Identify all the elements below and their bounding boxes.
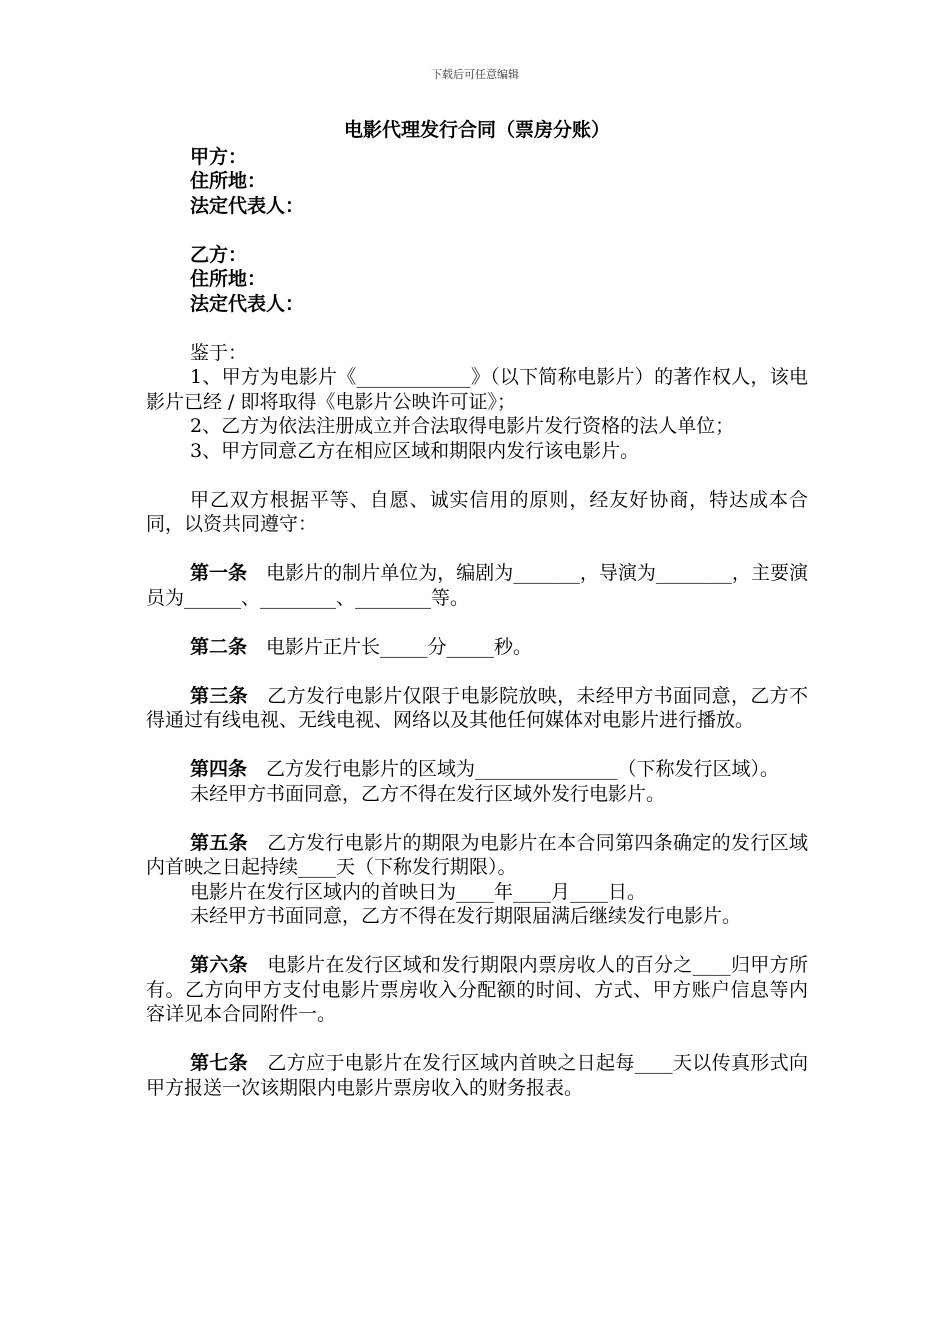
contract-document (146, 118, 808, 1100)
document-title: 电影代理发行合同（票房分账） (343, 119, 610, 141)
header-note: 下载后可任意编辑 (431, 68, 519, 81)
article-label: 第六条 (190, 954, 248, 976)
party-b-address-label: 住所地： (190, 268, 267, 290)
article-3 (146, 684, 808, 733)
article-6 (146, 953, 808, 1027)
article-label: 第二条 (190, 635, 248, 658)
article-text: 乙方发行电影片的区域为_______________（下称发行区域）。 (266, 758, 780, 780)
article-text: 乙方发行电影片仅限于电影院放映，未经甲方书面同意，乙方不得通过有线电视、无线电视、网络以及其他任何媒体对电影片进行播放。 (146, 684, 808, 731)
whereas-item: 1、甲方为电影片《____________》（以下简称电影片）的著作权人，该电影片已经 / 即将取得《电影片公映许可证》； (146, 366, 808, 413)
article-label: 第七条 (190, 1052, 248, 1074)
article-text: 未经甲方书面同意，乙方不得在发行期限届满后继续发行电影片。 (190, 905, 742, 927)
whereas-item: 2、乙方为依法注册成立并合法取得电影片发行资格的法人单位； (190, 415, 735, 437)
party-a-rep-label: 法定代表人： (190, 194, 305, 217)
article-5 (146, 831, 808, 880)
whereas-item: 3、甲方同意乙方在相应区域和期限内发行该电影片。 (190, 439, 640, 462)
article-text: 乙方应于电影片在发行区域内首映之日起每____天以传真形式向甲方报送一次该期限内电影片票房收入的财务报表。 (146, 1052, 808, 1099)
article-4 (146, 757, 808, 782)
article-text: 电影片在发行区域内的首映日为____年____月____日。 (190, 880, 647, 903)
article-2 (146, 635, 808, 660)
article-label: 第三条 (190, 684, 248, 707)
article-label: 第四条 (190, 758, 248, 780)
article-1 (146, 561, 808, 610)
whereas-heading: 鉴于： (190, 341, 248, 364)
article-label: 第一条 (190, 562, 248, 584)
party-a-address-label: 住所地： (190, 170, 267, 192)
article-text: 电影片的制片单位为，编剧为_______，导演为________，主要演员为______、________、________等。 (146, 562, 808, 609)
article-text: 电影片在发行区域和发行期限内票房收人的百分之____归甲方所有。乙方向甲方支付电影片票房收入分配额的时间、方式、甲方账户信息等内容详见本合同附件一。 (146, 954, 808, 1025)
party-a-name-label: 甲方： (190, 145, 248, 168)
party-b-name-label: 乙方： (190, 243, 248, 266)
article-text: 乙方发行电影片的期限为电影片在本合同第四条确定的发行区域内首映之日起持续____天（下称发行期限）。 (146, 831, 808, 878)
party-b-rep-label: 法定代表人： (190, 292, 305, 315)
article-text: 电影片正片长_____分_____秒。 (266, 635, 533, 658)
article-label: 第五条 (190, 831, 248, 854)
article-7 (146, 1051, 808, 1100)
article-text: 未经甲方书面同意，乙方不得在发行区域外发行电影片。 (190, 782, 666, 805)
preamble: 甲乙双方根据平等、自愿、诚实信用的原则，经友好协商，特达成本合同，以资共同遵守： (146, 488, 808, 535)
